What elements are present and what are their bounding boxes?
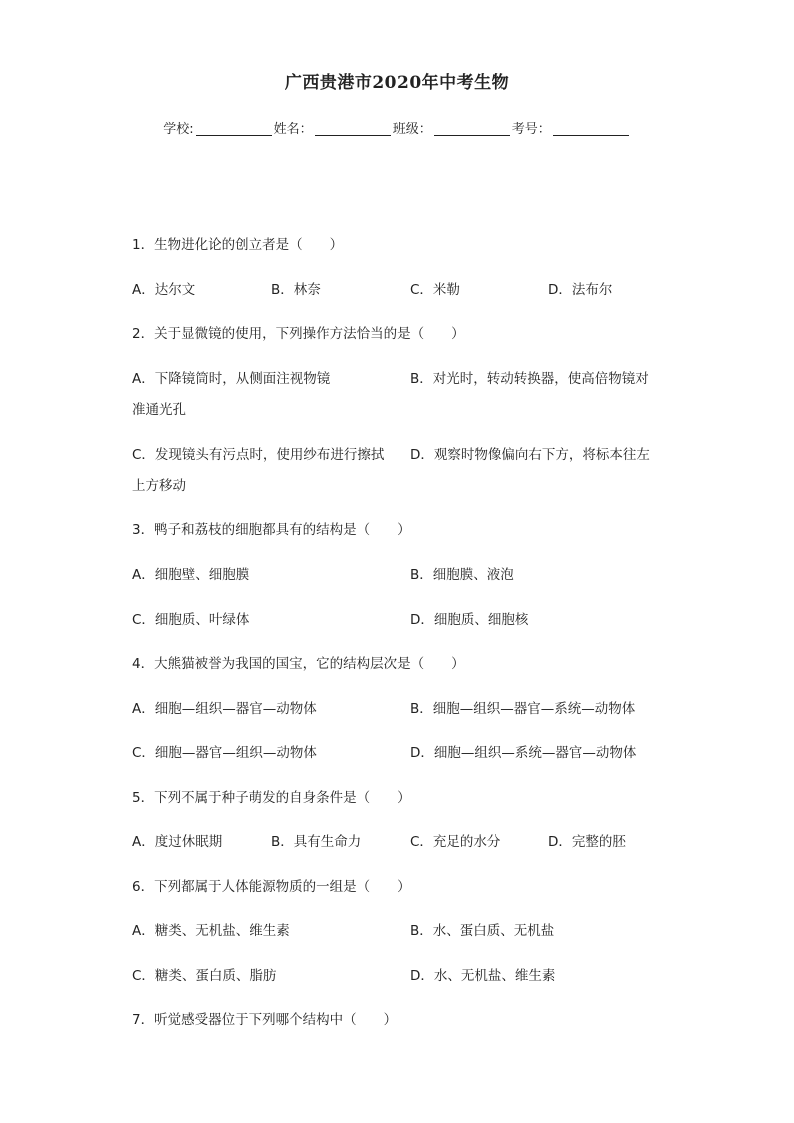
question-6-stem: 6．下列都属于人体能源物质的一组是（ ） bbox=[132, 879, 411, 895]
question-2-stem: 2．关于显微镜的使用，下列操作方法恰当的是（ ） bbox=[132, 326, 465, 342]
school-blank bbox=[196, 121, 272, 136]
class-label: 班级： bbox=[392, 122, 432, 137]
exam-number-blank bbox=[553, 121, 629, 136]
student-info-line bbox=[0, 118, 794, 137]
question-6-option-b: B．水、蛋白质、无机盐 bbox=[410, 923, 555, 939]
question-3-stem: 3．鸭子和荔枝的细胞都具有的结构是（ ） bbox=[132, 522, 411, 538]
question-3-option-b: B．细胞膜、液泡 bbox=[410, 567, 514, 583]
question-5-option-c: C．充足的水分 bbox=[410, 834, 501, 850]
exam-number-label: 考号： bbox=[511, 122, 551, 137]
class-blank bbox=[434, 121, 510, 136]
question-2-option-d: D．观察时物像偏向右下方，将标本往左 bbox=[410, 447, 650, 463]
question-2-option-b-continued: 准通光孔 bbox=[132, 402, 186, 418]
question-6-option-d: D．水、无机盐、维生素 bbox=[410, 968, 556, 984]
question-5-option-a: A．度过休眠期 bbox=[132, 834, 223, 850]
name-blank bbox=[315, 121, 391, 136]
question-5-stem: 5．下列不属于种子萌发的自身条件是（ ） bbox=[132, 790, 411, 806]
name-label: 姓名： bbox=[273, 122, 313, 137]
question-4-option-c: C．细胞—器官—组织—动物体 bbox=[132, 745, 317, 761]
question-1-option-b: B．林奈 bbox=[271, 282, 321, 298]
question-5-option-b: B．具有生命力 bbox=[271, 834, 362, 850]
question-1-option-a: A．达尔文 bbox=[132, 282, 196, 298]
question-7-stem: 7．听觉感受器位于下列哪个结构中（ ） bbox=[132, 1012, 398, 1028]
question-4-option-d: D．细胞—组织—系统—器官—动物体 bbox=[410, 745, 637, 761]
question-3-option-d: D．细胞质、细胞核 bbox=[410, 612, 529, 628]
question-6-option-a: A．糖类、无机盐、维生素 bbox=[132, 923, 290, 939]
page-title: 广西贵港市2020年中考生物 bbox=[284, 73, 510, 93]
question-1-stem: 1．生物进化论的创立者是（ ） bbox=[132, 237, 344, 253]
question-1-option-d: D．法布尔 bbox=[548, 282, 613, 298]
question-4-stem: 4．大熊猫被誉为我国的国宝，它的结构层次是（ ） bbox=[132, 656, 465, 672]
question-4-option-a: A．细胞—组织—器官—动物体 bbox=[132, 701, 317, 717]
question-6-option-c: C．糖类、蛋白质、脂肪 bbox=[132, 968, 277, 984]
question-5-option-d: D．完整的胚 bbox=[548, 834, 626, 850]
question-2-option-c: C．发现镜头有污点时，使用纱布进行擦拭 bbox=[132, 447, 385, 463]
question-2-option-b: B．对光时，转动转换器，使高倍物镜对 bbox=[410, 371, 649, 387]
question-2-option-a: A．下降镜筒时，从侧面注视物镜 bbox=[132, 371, 331, 387]
question-3-option-c: C．细胞质、叶绿体 bbox=[132, 612, 250, 628]
question-2-option-d-continued: 上方移动 bbox=[132, 478, 186, 494]
question-3-option-a: A．细胞壁、细胞膜 bbox=[132, 567, 250, 583]
question-4-option-b: B．细胞—组织—器官—系统—动物体 bbox=[410, 701, 636, 717]
question-1-option-c: C．米勒 bbox=[410, 282, 460, 298]
school-label: 学校: bbox=[163, 122, 194, 137]
